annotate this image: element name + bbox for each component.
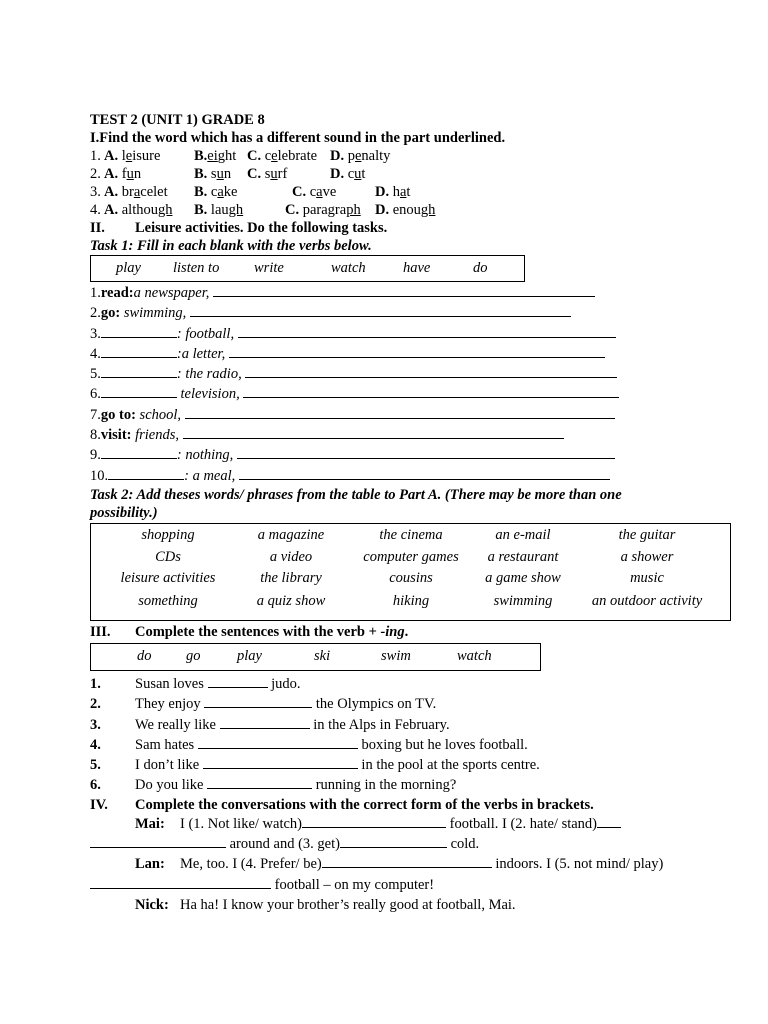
table-cell: the cinema	[379, 526, 443, 543]
option-word-end: n	[133, 166, 142, 182]
task1-item	[90, 344, 735, 364]
mai-text-3: around and (3. get)	[226, 836, 340, 853]
section1-rows	[90, 147, 735, 219]
sentence	[135, 755, 540, 775]
task2-heading-line1: Task 2: Add theses words/ phrases from the table to Part A. (There may be more than one	[90, 486, 622, 503]
option-d[interactable]	[375, 201, 435, 219]
word-chip: play	[116, 260, 141, 276]
task2-heading-line2: possibility.)	[90, 504, 158, 521]
question-number: 3.	[90, 184, 101, 200]
conversation	[90, 814, 735, 915]
item-object: school,	[135, 406, 182, 423]
item-object: : the radio,	[176, 366, 242, 383]
sentence-end: judo.	[267, 675, 301, 692]
answer-blank[interactable]	[203, 755, 358, 769]
option-word-end: ve	[322, 184, 337, 200]
item-number: 4.	[90, 736, 101, 753]
table-cell: cousins	[389, 569, 433, 586]
sentence	[135, 674, 301, 694]
task1-word-box	[90, 255, 525, 282]
question-row	[90, 147, 735, 165]
option-letter: C.	[247, 148, 262, 164]
answer-blank-2[interactable]	[597, 814, 621, 828]
item-object: a newspaper,	[133, 285, 210, 301]
table-cell: an outdoor activity	[591, 592, 703, 609]
answer-blank[interactable]	[208, 674, 268, 688]
item-object: : a meal,	[184, 467, 236, 484]
lan-line-1	[90, 854, 735, 874]
worksheet	[90, 111, 735, 915]
option-letter: C.	[247, 166, 262, 182]
option-underlined: a	[316, 184, 323, 200]
answer-blank[interactable]	[239, 466, 610, 480]
option-word-start: althou	[121, 202, 158, 218]
mai-text-4: cold.	[446, 836, 480, 853]
sentence-item	[90, 755, 735, 775]
answer-blank[interactable]	[183, 425, 564, 439]
option-letter: C.	[292, 184, 307, 200]
option-c[interactable]	[247, 147, 317, 165]
answer-blank[interactable]	[229, 344, 605, 358]
option-letter: D.	[375, 184, 390, 200]
section3-number: III.	[90, 623, 111, 640]
word-chip: watch	[331, 260, 366, 276]
table-cell: leisure activities	[120, 569, 216, 586]
sentence-start: We really like	[135, 716, 220, 733]
page-title: TEST 2 (UNIT 1) GRADE 8	[90, 112, 265, 128]
option-word-end: t	[361, 166, 366, 182]
sentence	[135, 694, 436, 714]
option-d[interactable]	[375, 183, 410, 201]
option-a[interactable]	[104, 165, 141, 183]
lan-line-2	[90, 875, 735, 895]
section3-items	[90, 674, 735, 796]
option-b[interactable]	[194, 147, 236, 165]
answer-blank[interactable]	[213, 283, 595, 297]
sentence-end: the Olympics on TV.	[312, 696, 437, 713]
sentence-end: running in the morning?	[312, 777, 457, 794]
table-cell: computer games	[363, 548, 459, 565]
section3-title: Complete the sentences with the verb +	[135, 623, 381, 640]
option-underlined: a	[399, 184, 407, 200]
item-number: 9.	[90, 447, 101, 464]
sentence	[135, 775, 456, 795]
option-word-end: t	[406, 184, 411, 200]
option-c[interactable]	[247, 165, 287, 183]
item-number: 8.	[90, 427, 101, 444]
option-word-start: br	[121, 184, 134, 200]
task1-item	[90, 425, 735, 445]
option-word-end: celet	[140, 184, 168, 200]
mai-text-2: football. I (2. hate/ stand)	[446, 815, 598, 832]
option-underlined: gh	[157, 202, 173, 218]
option-underlined: gh	[228, 202, 244, 218]
sentence-end: in the Alps in February.	[309, 716, 450, 733]
table-cell: CDs	[155, 548, 181, 565]
section4-heading	[90, 796, 735, 814]
option-c[interactable]	[285, 201, 361, 219]
question-row	[90, 183, 735, 201]
answer-blank-1[interactable]	[302, 814, 446, 828]
option-word-start: s	[264, 166, 271, 182]
option-a[interactable]	[104, 183, 168, 201]
section4-title: Complete the conversations with the correct form of the verbs in brackets.	[135, 796, 594, 813]
item-number: 7.	[90, 406, 101, 423]
item-number: 3.	[90, 325, 101, 342]
answer-blank-3[interactable]	[340, 834, 447, 848]
option-c[interactable]	[292, 183, 336, 201]
section3-title-end: .	[404, 623, 409, 640]
task1-item	[90, 466, 735, 486]
option-word-end: n	[223, 166, 232, 182]
lan-text-3: football – on my computer!	[271, 876, 435, 893]
answer-blank[interactable]	[237, 445, 615, 459]
option-word-start: c	[347, 166, 355, 182]
option-word-start: c	[264, 148, 272, 164]
item-verb: read:	[100, 285, 134, 301]
item-object: friends,	[131, 427, 180, 444]
option-underlined: e	[271, 148, 278, 164]
sentence-item	[90, 674, 735, 694]
option-letter: D.	[330, 148, 345, 164]
speaker-lan: Lan:	[135, 856, 165, 873]
verb-blank[interactable]	[108, 466, 184, 480]
table-cell: shopping	[141, 526, 195, 543]
item-verb: go:	[100, 305, 121, 322]
option-word-end: ke	[223, 184, 238, 200]
sentence-end: in the pool at the sports centre.	[357, 757, 540, 774]
option-underlined: gh	[420, 202, 436, 218]
answer-blank[interactable]	[198, 735, 358, 749]
option-word-start: c	[309, 184, 317, 200]
question-row	[90, 201, 735, 219]
table-row	[91, 570, 730, 592]
item-number: 6.	[90, 777, 101, 794]
table-cell: an e-mail	[495, 526, 551, 543]
answer-blank[interactable]	[207, 775, 312, 789]
option-underlined: ei	[207, 148, 218, 164]
option-word-start: paragra	[302, 202, 347, 218]
answer-blank-4[interactable]	[322, 854, 492, 868]
verb-blank[interactable]	[101, 384, 177, 398]
sentence-item	[90, 735, 735, 755]
item-verb: visit:	[100, 427, 132, 444]
answer-blank[interactable]	[243, 384, 619, 398]
option-d[interactable]	[330, 165, 365, 183]
option-word-start: f	[121, 166, 127, 182]
section3-ing: -ing	[380, 623, 405, 640]
item-object: :a letter,	[176, 345, 226, 362]
verb-blank[interactable]	[101, 445, 177, 459]
option-word-start: lau	[210, 202, 229, 218]
sentence-start: I don’t like	[135, 757, 203, 774]
nick-line	[90, 895, 735, 915]
option-letter: B.	[194, 148, 208, 164]
table-cell: music	[630, 569, 664, 586]
option-underlined: u	[354, 166, 362, 182]
task1-item	[90, 283, 735, 303]
section2-title: Leisure activities. Do the following tasks.	[135, 220, 388, 236]
task1-items	[90, 283, 735, 486]
mai-line-1	[90, 814, 735, 834]
section1-heading: I.Find the word which has a different sound in the part underlined.	[90, 130, 506, 146]
question-row	[90, 165, 735, 183]
option-word-start: h	[392, 184, 400, 200]
table-cell: swimming	[493, 592, 553, 609]
option-word-start: enou	[392, 202, 421, 218]
item-number: 3.	[90, 716, 101, 733]
mai-text-1: I (1. Not like/ watch)	[180, 815, 303, 832]
option-underlined: e	[125, 148, 133, 164]
answer-blank[interactable]	[204, 694, 312, 708]
answer-blank-2-cont[interactable]	[90, 834, 226, 848]
option-letter: B.	[194, 184, 208, 200]
sentence-end: boxing but he loves football.	[357, 736, 528, 753]
table-cell: the guitar	[618, 526, 676, 543]
option-word-start: s	[210, 166, 217, 182]
option-underlined: u	[216, 166, 224, 182]
item-verb: go to:	[100, 406, 136, 423]
item-number: 4.	[90, 345, 101, 362]
word-chip: have	[403, 260, 431, 276]
sentence-item	[90, 715, 735, 735]
option-letter: D.	[375, 202, 390, 218]
table-row	[91, 549, 730, 571]
option-underlined: a	[217, 184, 224, 200]
word-chip: swim	[381, 647, 411, 664]
item-number: 6.	[90, 386, 101, 403]
option-word-end: rf	[277, 166, 288, 182]
item-number: 2.	[90, 305, 101, 322]
task2-word-table	[90, 523, 731, 621]
task1-heading: Task 1: Fill in each blank with the verbs below.	[90, 238, 372, 254]
item-number: 1.	[90, 285, 101, 301]
question-number: 2.	[90, 166, 101, 182]
sentence-item	[90, 694, 735, 714]
option-letter: B.	[194, 202, 208, 218]
sentence-start: Do you like	[135, 777, 208, 794]
table-cell: a game show	[485, 569, 561, 586]
sentence	[135, 735, 528, 755]
answer-blank[interactable]	[245, 364, 617, 378]
answer-blank[interactable]	[185, 405, 615, 419]
section3-word-box	[90, 643, 541, 671]
word-chip: do	[137, 647, 152, 664]
verb-blank[interactable]	[101, 344, 177, 358]
question-number: 4.	[90, 202, 101, 218]
answer-blank-5[interactable]	[90, 875, 271, 889]
sentence-start: They enjoy	[135, 696, 205, 713]
section4-number: IV.	[90, 796, 108, 813]
word-chip: watch	[457, 647, 492, 664]
table-cell: a magazine	[257, 526, 325, 543]
task1-item	[90, 384, 735, 404]
item-number: 5.	[90, 757, 101, 774]
mai-line-2	[90, 834, 735, 854]
option-letter: A.	[104, 184, 119, 200]
option-a[interactable]	[104, 147, 160, 165]
table-cell: a shower	[620, 548, 674, 565]
task1-item	[90, 324, 735, 344]
item-number: 5.	[90, 366, 101, 383]
option-underlined: u	[270, 166, 278, 182]
section3-heading	[90, 621, 735, 643]
table-cell: a video	[269, 548, 313, 565]
option-underlined: u	[126, 166, 134, 182]
question-number: 1.	[90, 148, 101, 164]
option-underlined: ph	[346, 202, 361, 218]
option-underlined: a	[133, 184, 141, 200]
table-row	[91, 593, 730, 615]
option-letter: D.	[330, 166, 345, 182]
sentence	[135, 715, 450, 735]
sentence-start: Susan loves	[135, 675, 208, 692]
item-object: television,	[176, 386, 240, 403]
option-d[interactable]	[330, 147, 390, 165]
answer-blank[interactable]	[190, 303, 571, 317]
item-number: 1.	[90, 675, 101, 692]
option-word-start: p	[347, 148, 355, 164]
nick-text: Ha ha! I know your brother’s really good at football, Mai.	[180, 896, 516, 913]
section2-heading	[90, 219, 735, 237]
option-word-end: nalty	[361, 148, 391, 164]
lan-text-1: Me, too. I (4. Prefer/ be)	[180, 856, 322, 873]
item-number: 10.	[90, 467, 109, 484]
table-cell: a quiz show	[256, 592, 326, 609]
item-number: 2.	[90, 696, 101, 713]
option-word-end: ght	[217, 148, 237, 164]
option-b[interactable]	[194, 165, 231, 183]
task1-item	[90, 445, 735, 465]
option-underlined: e	[354, 148, 362, 164]
option-word-end: lebrate	[277, 148, 318, 164]
table-cell: the library	[260, 569, 322, 586]
lan-text-2: indoors. I (5. not mind/ play)	[491, 856, 664, 873]
answer-blank[interactable]	[238, 324, 616, 338]
option-b[interactable]	[194, 183, 237, 201]
option-letter: A.	[104, 166, 119, 182]
option-word-start: c	[210, 184, 218, 200]
option-word-end: isure	[132, 148, 161, 164]
speaker-mai: Mai:	[135, 815, 165, 832]
item-object: : nothing,	[176, 447, 234, 464]
option-letter: A.	[104, 148, 119, 164]
option-letter: A.	[104, 202, 119, 218]
option-a[interactable]	[104, 201, 172, 219]
word-chip: listen to	[173, 260, 220, 276]
option-b[interactable]	[194, 201, 243, 219]
speaker-nick: Nick:	[135, 896, 169, 913]
word-chip: go	[186, 647, 201, 664]
word-chip: play	[237, 647, 262, 664]
verb-blank[interactable]	[101, 324, 177, 338]
sentence-start: Sam hates	[135, 736, 198, 753]
item-object: swimming,	[120, 305, 187, 322]
verb-blank[interactable]	[101, 364, 177, 378]
word-chip: write	[254, 260, 284, 276]
item-object: : football,	[176, 325, 235, 342]
task1-item	[90, 405, 735, 425]
task1-item	[90, 364, 735, 384]
table-cell: a restaurant	[487, 548, 559, 565]
table-cell: hiking	[392, 592, 430, 609]
section2-number: II.	[90, 220, 105, 236]
table-cell: something	[138, 592, 198, 609]
sentence-item	[90, 775, 735, 795]
word-chip: ski	[314, 647, 331, 664]
option-letter: B.	[194, 166, 208, 182]
answer-blank[interactable]	[220, 715, 310, 729]
task1-item	[90, 303, 735, 323]
option-word-start: l	[121, 148, 126, 164]
word-chip: do	[473, 260, 488, 276]
option-letter: C.	[285, 202, 300, 218]
table-row	[91, 527, 730, 549]
